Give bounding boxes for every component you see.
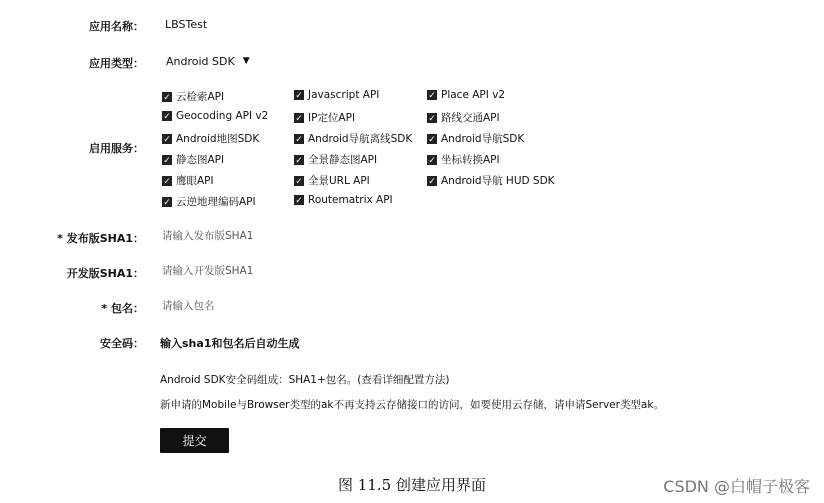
checkmark-icon[interactable]: ✓ [163, 197, 171, 208]
checkmark-icon[interactable]: ✓ [163, 176, 171, 187]
service-checkbox-item[interactable] [427, 110, 500, 125]
service-checkbox-item[interactable] [294, 131, 412, 146]
service-label: 云检索API [176, 91, 225, 103]
services-label: 启用服务： [89, 142, 144, 155]
security-code-value: 输入sha1和包名后自动生成 [160, 337, 300, 350]
checkmark-icon[interactable]: ✓ [295, 134, 303, 145]
dev-sha1-label: 开发版SHA1： [66, 267, 144, 280]
checkmark-icon[interactable]: ✓ [295, 176, 303, 187]
app-type-select[interactable] [160, 52, 256, 70]
storage-note: 新申请的Mobile与Browser类型的ak不再支持云存储接口的访问，如要使用云存储，请申请Server类型ak。 [160, 399, 664, 411]
submit-button[interactable]: 提交 [160, 428, 229, 453]
service-checkbox-item[interactable] [162, 110, 268, 122]
package-name-input[interactable] [158, 296, 446, 316]
service-label: 坐标转换API [441, 154, 500, 166]
package-name-label: * 包名： [101, 302, 144, 315]
service-label: Geocoding API v2 [176, 110, 269, 122]
service-label: 静态图API [176, 154, 225, 166]
checkmark-icon[interactable]: ✓ [428, 113, 436, 124]
service-checkbox-item[interactable] [427, 89, 505, 101]
services-checkbox-group [162, 86, 562, 212]
service-checkbox-item[interactable] [294, 152, 377, 167]
app-name-value: LBSTest [165, 18, 208, 31]
dev-sha1-input[interactable] [158, 261, 446, 281]
service-checkbox-item[interactable] [427, 152, 500, 167]
service-label: Place API v2 [441, 89, 506, 101]
service-checkbox-item[interactable] [294, 173, 370, 188]
service-label: IP定位API [308, 112, 356, 124]
checkmark-icon[interactable]: ✓ [295, 155, 303, 166]
figure-caption: 图 11.5 创建应用界面 [338, 476, 486, 494]
security-code-label: 安全码： [100, 337, 144, 350]
checkmark-icon[interactable]: ✓ [295, 91, 303, 101]
service-label: 鹰眼API [176, 175, 214, 187]
app-type-label: 应用类型： [89, 57, 144, 70]
service-checkbox-item[interactable] [162, 131, 259, 146]
checkmark-icon[interactable]: ✓ [428, 155, 436, 166]
caret-down-icon: ▼ [242, 56, 250, 66]
service-checkbox-item[interactable] [294, 194, 393, 206]
release-sha1-input[interactable] [158, 226, 446, 246]
checkmark-icon[interactable]: ✓ [163, 92, 171, 103]
service-label: Routematrix API [308, 194, 393, 206]
checkmark-icon[interactable]: ✓ [163, 112, 171, 122]
checkmark-icon[interactable]: ✓ [163, 155, 171, 166]
watermark: CSDN @白帽子极客 [663, 477, 810, 496]
release-sha1-label: * 发布版SHA1： [57, 232, 144, 245]
service-label: Android导航SDK [441, 133, 525, 145]
checkmark-icon[interactable]: ✓ [163, 134, 171, 145]
service-checkbox-item[interactable] [427, 173, 555, 188]
checkmark-icon[interactable]: ✓ [295, 113, 303, 124]
service-label: Android地图SDK [176, 133, 260, 145]
service-label: Android导航 HUD SDK [441, 175, 555, 187]
app-name-label: 应用名称： [89, 20, 144, 33]
service-label: 路线交通API [441, 112, 500, 124]
service-checkbox-item[interactable] [294, 110, 355, 125]
service-checkbox-item[interactable] [162, 194, 256, 209]
sdk-security-note: Android SDK安全码组成：SHA1+包名。(查看详细配置方法) [160, 374, 450, 386]
service-checkbox-item[interactable] [427, 131, 524, 146]
checkmark-icon[interactable]: ✓ [428, 176, 436, 187]
service-checkbox-item[interactable] [162, 173, 214, 188]
service-label: Javascript API [308, 89, 380, 101]
service-checkbox-item[interactable] [162, 89, 224, 104]
service-label: 全景静态图API [308, 154, 378, 166]
checkmark-icon[interactable]: ✓ [428, 91, 436, 101]
service-checkbox-item[interactable] [162, 152, 224, 167]
service-label: 云逆地理编码API [176, 196, 256, 208]
service-checkbox-item[interactable] [294, 89, 379, 101]
app-type-selected-value: Android SDK [166, 54, 235, 68]
service-label: Android导航离线SDK [308, 133, 413, 145]
checkmark-icon[interactable]: ✓ [428, 134, 436, 145]
checkmark-icon[interactable]: ✓ [295, 196, 303, 206]
service-label: 全景URL API [308, 175, 370, 187]
